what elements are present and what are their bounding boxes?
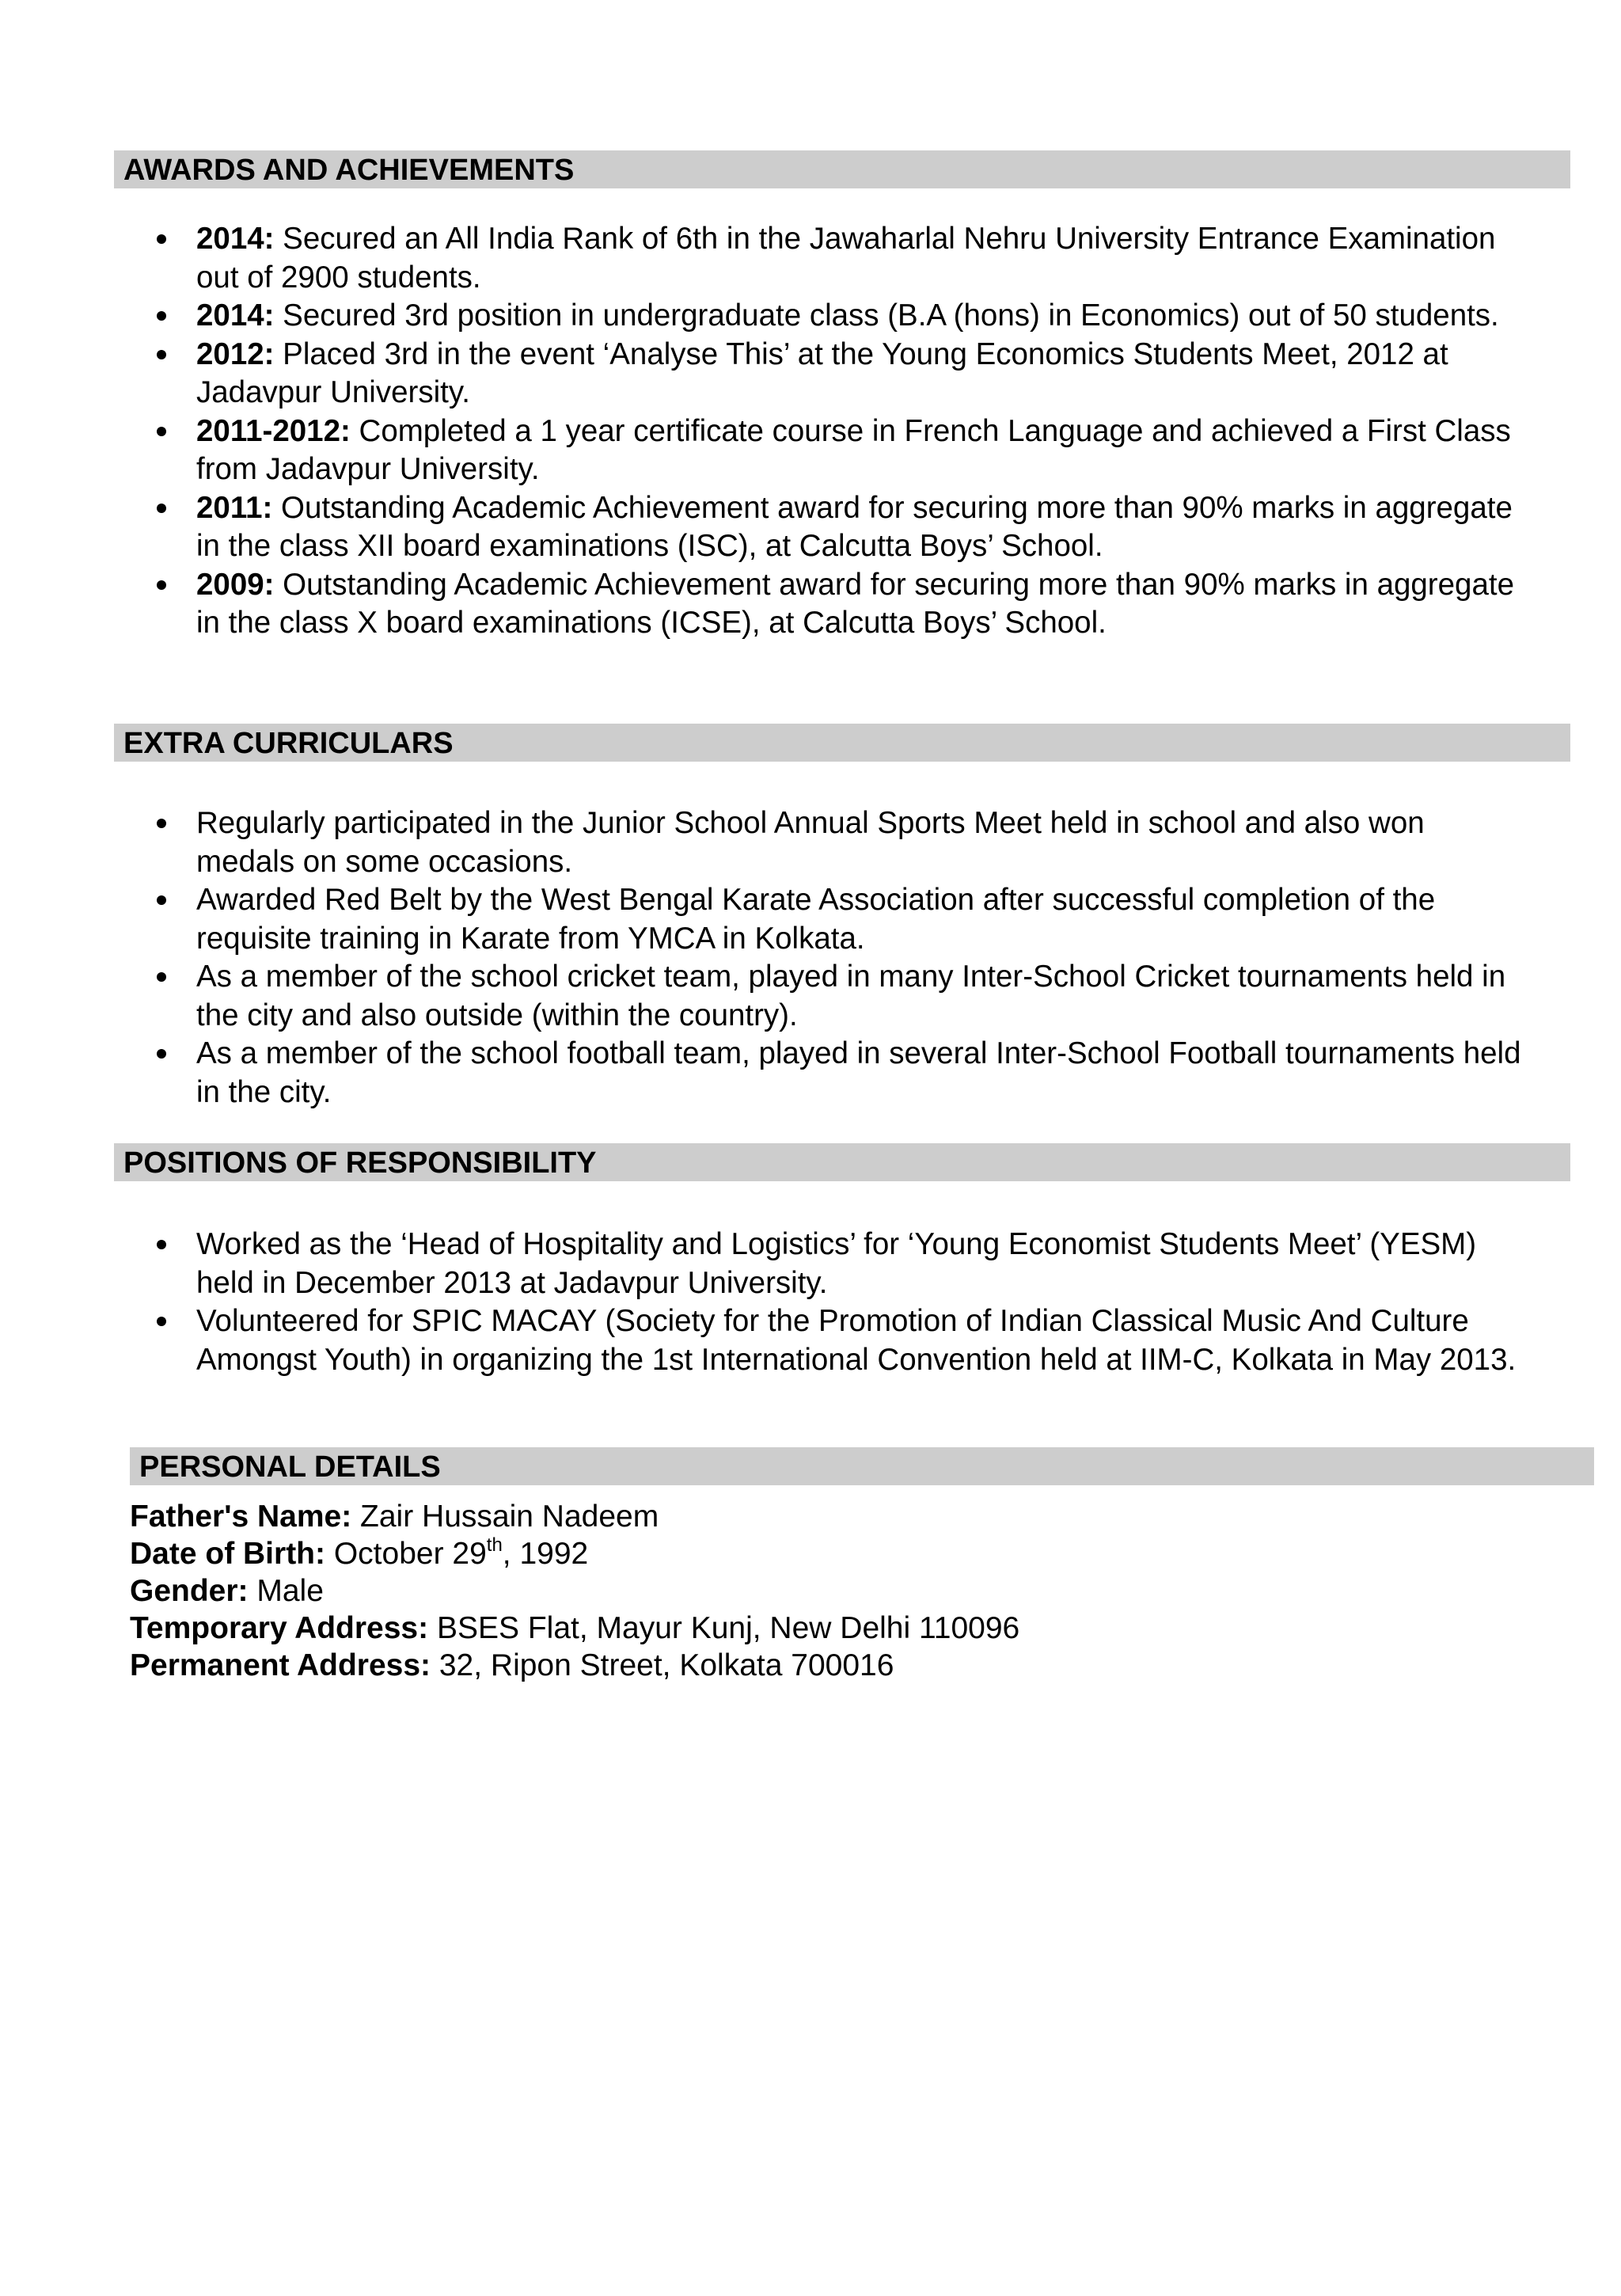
bullet-icon xyxy=(157,972,166,982)
positions-list xyxy=(196,1226,1526,1379)
dob-value: October 29 xyxy=(325,1537,487,1571)
section-header-positions: POSITIONS OF RESPONSIBILITY xyxy=(114,1143,1570,1181)
award-year: 2009: xyxy=(196,567,275,602)
bullet-icon xyxy=(157,1240,166,1249)
list-item xyxy=(196,336,1526,412)
dob-label: Date of Birth: xyxy=(130,1537,325,1571)
bullet-icon xyxy=(157,580,166,590)
permanent-address-label: Permanent Address: xyxy=(130,1648,431,1682)
dob-row xyxy=(130,1535,1019,1572)
permanent-address-value: 32, Ripon Street, Kolkata 700016 xyxy=(431,1648,894,1682)
list-item xyxy=(196,958,1526,1035)
bullet-icon xyxy=(157,1049,166,1059)
item-text: As a member of the school cricket team, played in many Inter-School Cricket tournaments held in the city and also outside (within the country). xyxy=(196,960,1506,1032)
extra-curriculars-list xyxy=(196,804,1526,1112)
item-text: Volunteered for SPIC MACAY (Society for the Promotion of Indian Classical Music And Culture Amongst Youth) in organizing the 1st International Convention held at IIM-C, Kolkata in May 2013. xyxy=(196,1304,1517,1377)
list-item xyxy=(196,881,1526,958)
list-item xyxy=(196,1226,1526,1302)
father-name-value: Zair Hussain Nadeem xyxy=(351,1500,659,1534)
personal-details xyxy=(130,1498,1019,1684)
award-text: Secured an All India Rank of 6th in the Jawaharlal Nehru University Entrance Examination out of 2900 students. xyxy=(196,222,1496,295)
gender-value: Male xyxy=(248,1574,324,1608)
bullet-icon xyxy=(157,1317,166,1326)
section-header-extra-curriculars: EXTRA CURRICULARS xyxy=(114,724,1570,762)
temporary-address-value: BSES Flat, Mayur Kunj, New Delhi 110096 xyxy=(428,1611,1020,1645)
award-year: 2011-2012: xyxy=(196,413,351,448)
award-year: 2014: xyxy=(196,222,275,256)
dob-ordinal: th xyxy=(486,1534,503,1556)
awards-list xyxy=(196,220,1526,643)
temporary-address-row xyxy=(130,1610,1019,1647)
award-year: 2014: xyxy=(196,298,275,333)
list-item xyxy=(196,804,1526,881)
bullet-icon xyxy=(157,895,166,905)
award-text: Placed 3rd in the event ‘Analyse This’ at the Young Economics Students Meet, 2012 at Jadavpur University. xyxy=(196,336,1448,409)
list-item xyxy=(196,220,1526,297)
bullet-icon xyxy=(157,234,166,244)
list-item xyxy=(196,566,1526,643)
award-year: 2012: xyxy=(196,336,275,371)
list-item xyxy=(196,489,1526,566)
list-item xyxy=(196,1302,1526,1379)
father-name-label: Father's Name: xyxy=(130,1500,352,1534)
bullet-icon xyxy=(157,311,166,321)
award-year: 2011: xyxy=(196,490,273,525)
list-item xyxy=(196,1035,1526,1112)
section-header-awards: AWARDS AND ACHIEVEMENTS xyxy=(114,150,1570,188)
item-text: Worked as the ‘Head of Hospitality and Logistics’ for ‘Young Economist Students Meet’ (YESM) held in December 2013 at Jadavpur University. xyxy=(196,1227,1477,1300)
award-text: Completed a 1 year certificate course in French Language and achieved a First Class from Jadavpur University. xyxy=(196,413,1511,486)
item-text: Awarded Red Belt by the West Bengal Karate Association after successful completion of the requisite training in Karate from YMCA in Kolkata. xyxy=(196,883,1436,956)
gender-label: Gender: xyxy=(130,1574,249,1608)
item-text: As a member of the school football team, played in several Inter-School Football tournaments held in the city. xyxy=(196,1036,1521,1109)
dob-year: , 1992 xyxy=(502,1537,589,1571)
bullet-icon xyxy=(157,504,166,513)
section-header-personal-details: PERSONAL DETAILS xyxy=(130,1447,1594,1485)
temporary-address-label: Temporary Address: xyxy=(130,1611,429,1645)
list-item xyxy=(196,412,1526,489)
bullet-icon xyxy=(157,350,166,359)
award-text: Outstanding Academic Achievement award for securing more than 90% marks in aggregate in the class X board examinations (ICSE), at Calcutta Boys’ School. xyxy=(196,567,1514,640)
bullet-icon xyxy=(157,819,166,828)
bullet-icon xyxy=(157,427,166,436)
list-item xyxy=(196,297,1526,336)
award-text: Outstanding Academic Achievement award for securing more than 90% marks in aggregate in the class XII board examinations (ISC), at Calcutta Boys’ School. xyxy=(196,490,1513,563)
father-name-row xyxy=(130,1498,1019,1535)
award-text: Secured 3rd position in undergraduate class (B.A (hons) in Economics) out of 50 students. xyxy=(274,298,1499,333)
gender-row xyxy=(130,1572,1019,1610)
item-text: Regularly participated in the Junior School Annual Sports Meet held in school and also won medals on some occasions. xyxy=(196,806,1425,879)
permanent-address-row xyxy=(130,1647,1019,1684)
